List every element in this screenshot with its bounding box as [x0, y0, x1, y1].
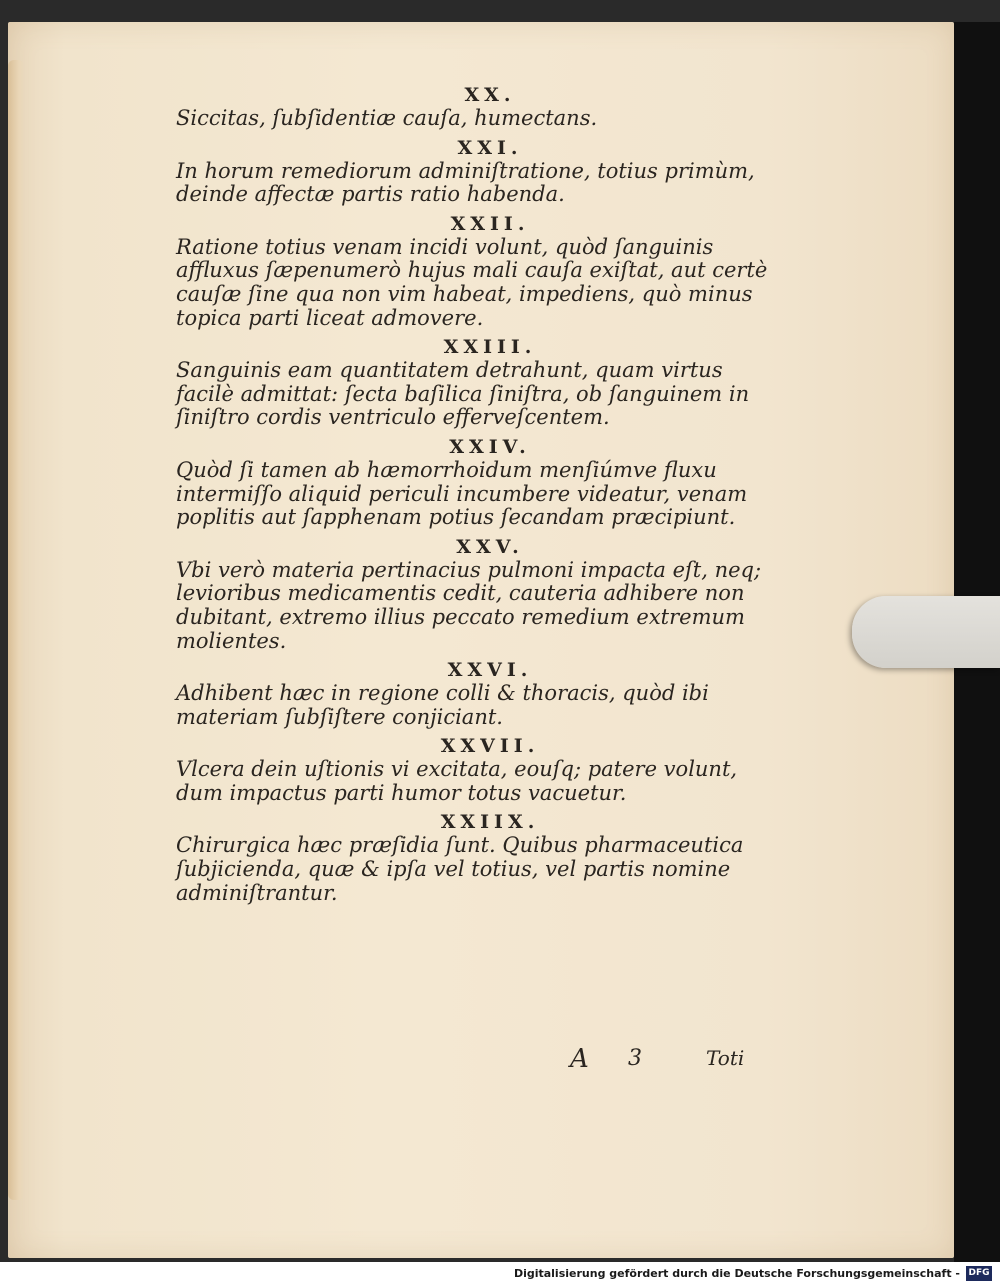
page-footer	[560, 1044, 780, 1084]
section-number: XXV.	[456, 535, 524, 558]
section-text: Chirurgica hæc præſidia ſunt. Quibus pharmaceutica ſubjicienda, quæ & ipſa vel totius, vel partis nomine adminiſtrantur.	[176, 833, 744, 905]
section-text: In horum remediorum adminiſtratione, totius primùm, deinde affectæ partis ratio habenda.	[176, 158, 755, 207]
page-text	[140, 84, 780, 905]
section-number: XXI.	[457, 136, 523, 159]
section-text: Sanguinis eam quantitatem detrahunt, quam virtus facilè admittat: ſecta baſilica ſiniſtra, ob ſanguinem in ſiniſtro cordis ventriculo efferveſcentem.	[176, 358, 750, 430]
credit-bar	[0, 1262, 1000, 1286]
section-text: Quòd ſi tamen ab hæmorrhoidum menſiúmve fluxu intermiſſo aliquid periculi incumbere videatur, venam poplitis aut ſapphenam potius ſecandam præcipiunt.	[176, 457, 748, 530]
page-number: 3	[628, 1046, 642, 1071]
section-number: XXVII.	[440, 735, 540, 758]
section-number: XXIII.	[443, 336, 537, 359]
page-gutter-edge	[8, 60, 24, 1200]
section-number: XXVI.	[447, 659, 533, 682]
section-text: Adhibent hæc in regione colli & thoracis, quòd ibi materiam ſubſiſtere conjiciant.	[176, 681, 709, 729]
page-clip-tab	[852, 596, 1000, 668]
section-text: Ratione totius venam incidi volunt, quòd ſanguinis affluxus ſæpenumerò hujus mali cauſa exiſtat, aut certè cauſæ ſine qua non vim habeat, impediens, quò minus topica parti liceat admovere.	[176, 234, 768, 330]
section-number: XXII.	[450, 212, 530, 235]
signature-mark: A	[570, 1044, 589, 1074]
section-text: Siccitas, ſubſidentiæ cauſa, humectans.	[176, 106, 598, 130]
section-number: XXIIX.	[440, 811, 540, 834]
catchword: Toti	[706, 1046, 745, 1070]
section-number: XX.	[464, 84, 516, 106]
section-text: Vlcera dein uſtionis vi excitata, eouſq; patere volunt, dum impactus parti humor totus vacuetur.	[176, 757, 738, 805]
credit-text: Digitalisierung gefördert durch die Deutsche Forschungsgemeinschaft -	[513, 1267, 960, 1280]
dfg-logo-icon: DFG	[966, 1266, 992, 1281]
section-text: Vbi verò materia pertinacius pulmoni impacta eſt, neq; levioribus medicamentis cedit, cauteria adhibere non dubitant, extremo illius peccato remedium extremum molientes.	[176, 557, 762, 653]
section-number: XXIV.	[449, 435, 531, 458]
